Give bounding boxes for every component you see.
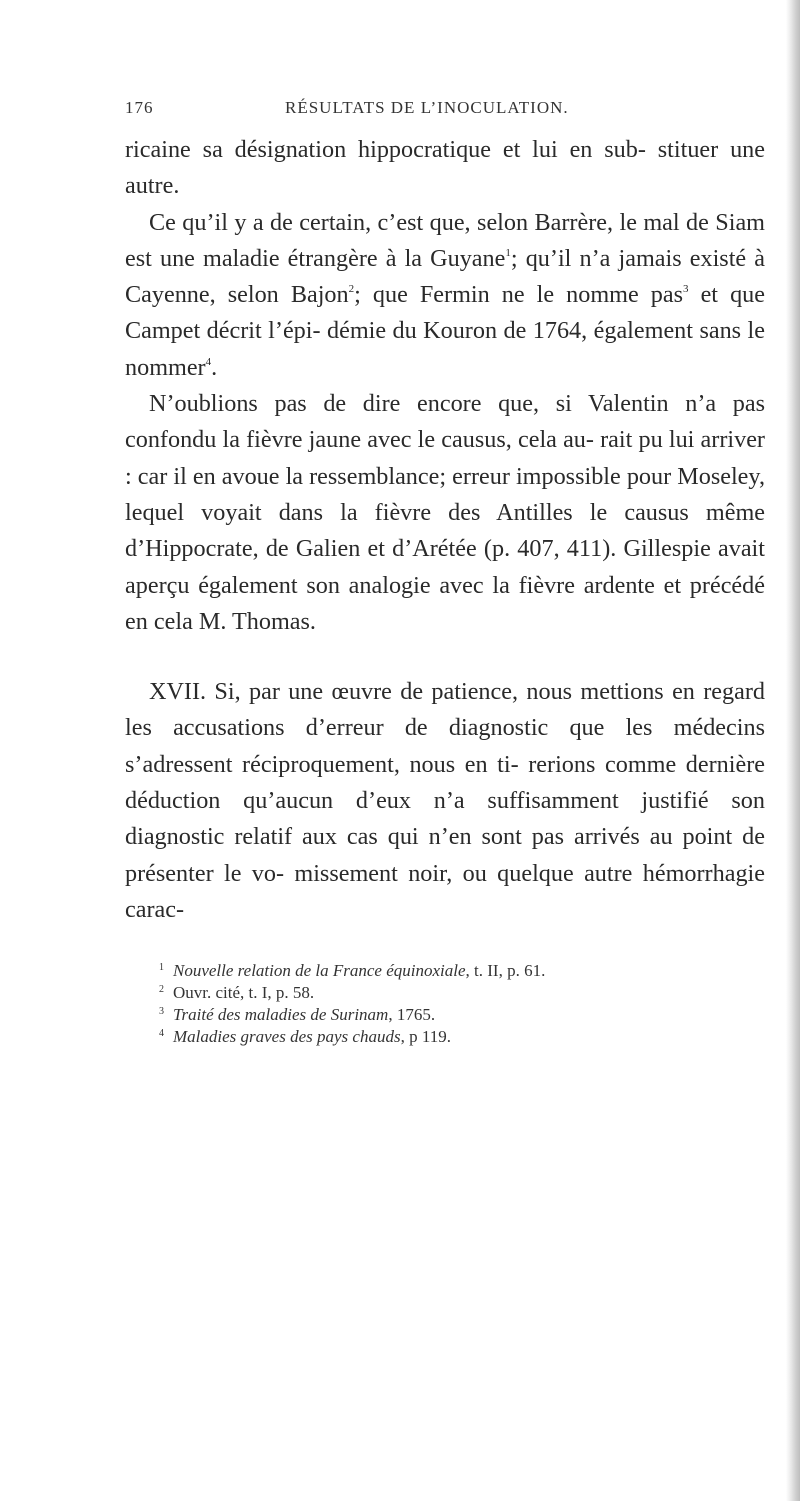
- footnote: 2 Ouvr. cité, t. I, p. 58.: [159, 983, 315, 1003]
- footnote-text: , 1765.: [388, 1005, 436, 1025]
- footnote-text: Ouvr. cité, t. I, p. 58.: [173, 983, 315, 1003]
- paragraph-text: Ce qu’il y a de certain, c’est que, selon Barrère, le mal de Siam est une maladie étrangère à la Guyane: [125, 208, 765, 272]
- page-edge-shadow: [786, 0, 800, 1501]
- running-title: RÉSULTATS DE L’INOCULATION.: [285, 98, 569, 117]
- footnote-reference: 1: [505, 246, 511, 259]
- paragraph: [125, 132, 765, 205]
- footnote: 1 Nouvelle relation de la France équinoxiale, t. II, p. 61.: [159, 961, 546, 981]
- footnote-text: , t. II, p. 61.: [465, 961, 546, 981]
- footnote-text: , p 119.: [400, 1027, 451, 1047]
- footnote-title: Traité des maladies de Surinam: [173, 1005, 389, 1025]
- paragraph-text: et que Campet décrit l’épi- démie du Kouron de 1764, également sans le nommer: [125, 281, 765, 381]
- paragraph-text: .: [211, 353, 218, 381]
- page-header: [125, 98, 765, 124]
- footnote-reference: 2: [348, 283, 355, 296]
- footnotes: [125, 960, 765, 1048]
- paragraph: [125, 674, 765, 928]
- book-page: [125, 98, 765, 1048]
- footnote-reference: 4: [205, 355, 212, 368]
- footnote-title: Maladies graves des pays chauds: [173, 1027, 401, 1047]
- paragraph: [125, 205, 765, 386]
- paragraph-text: N’oublions pas de dire encore que, si Valentin n’a pas confondu la fièvre jaune avec le causus, cela au- rait pu lui arriver : car il en avoue la ressemblance; erreur impossible pour Moseley, lequel voyait dans la fièvre des Antilles le causus même d’Hippocrate, de Galien et d’Arétée (p. 407, 411). Gillespie avait aperçu également son analogie avec la fièvre ardente et précédé en cela M. Thomas.: [125, 390, 765, 635]
- paragraph-text: ricaine sa désignation hippocratique et lui en sub- stituer une autre.: [125, 136, 765, 200]
- footnote: 4 Maladies graves des pays chauds, p 119.: [159, 1027, 451, 1047]
- paragraph-text: ; que Fermin ne le nomme pas: [354, 281, 684, 309]
- paragraph-text: ; qu’il n’a jamais existé à Cayenne, selon Bajon: [125, 244, 765, 309]
- footnote-reference: 3: [683, 283, 689, 296]
- page-number: 176: [125, 98, 154, 117]
- paragraph-text: XVII. Si, par une œuvre de patience, nous mettions en regard les accusations d’erreur de diagnostic que les médecins s’adressent réciproquement, nous en ti- rerions comme dernière déduction qu’aucun d’eux n’a suffisamment justifié son diagnostic relatif aux cas qui n’en sont pas arrivés au point de présenter le vo- missement noir, ou quelque autre hémorrhagie carac-: [125, 678, 765, 923]
- footnote-title: Nouvelle relation de la France équinoxiale: [173, 961, 466, 981]
- paragraph: [125, 386, 765, 640]
- body-text: [125, 132, 765, 928]
- footnote: 3 Traité des maladies de Surinam, 1765.: [159, 1005, 436, 1025]
